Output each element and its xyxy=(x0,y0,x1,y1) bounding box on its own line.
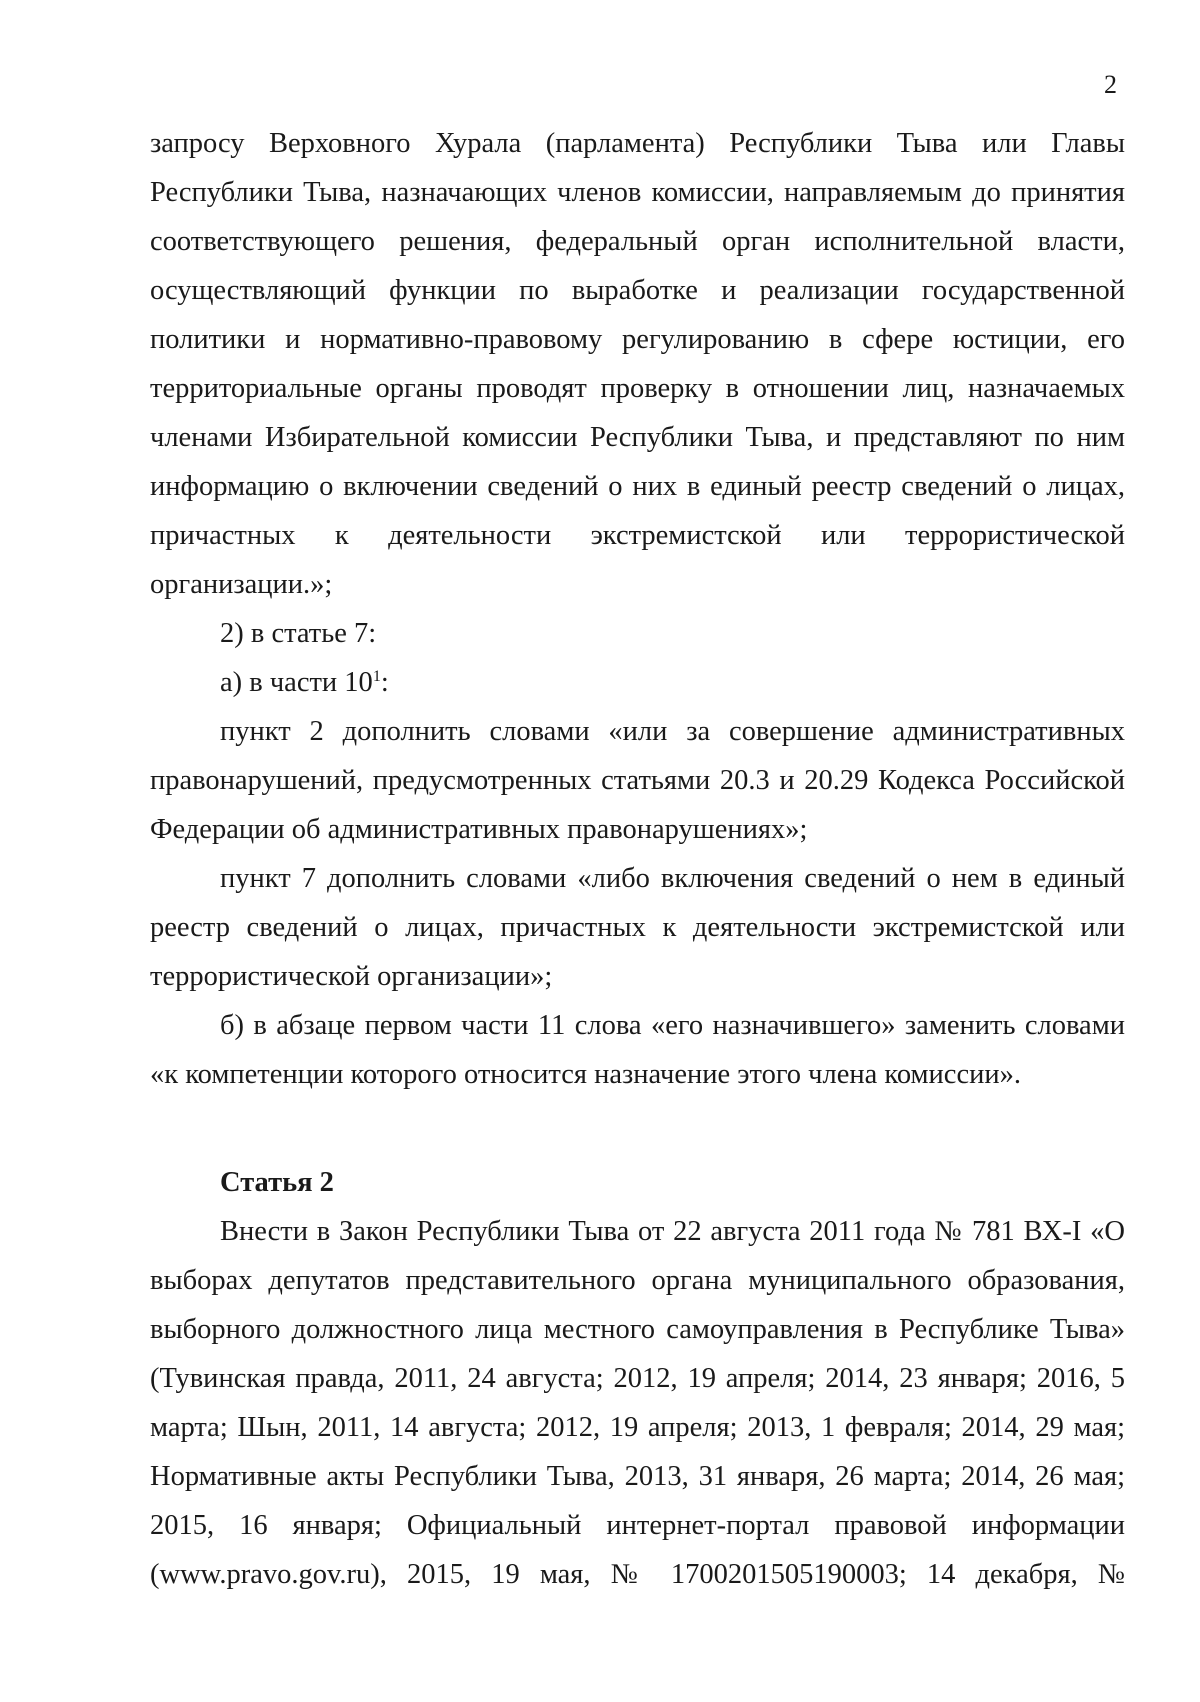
item-2a-prefix: а) в части 10 xyxy=(220,667,373,698)
text-line: Республики Тыва, назначающих членов комиссии, направляемым до принятия xyxy=(150,177,1125,208)
text-line: членами Избирательной комиссии Республики Тыва, и представляют по ним xyxy=(150,422,1125,453)
punkt-2-line: пункт 2 дополнить словами «или за совершение административных xyxy=(220,716,1125,747)
item-2a xyxy=(150,658,1125,707)
text-line: соответствующего решения, федеральный орган исполнительной власти, xyxy=(150,226,1125,257)
article-2-line: выборного должностного лица местного самоуправления в Республике Тыва» xyxy=(150,1314,1125,1345)
text-line: осуществляющий функции по выработке и реализации государственной xyxy=(150,275,1125,306)
item-2b-line: «к компетенции которого относится назначение этого члена комиссии». xyxy=(150,1059,1021,1090)
punkt-7-line: пункт 7 дополнить словами «либо включения сведений о нем в единый xyxy=(220,863,1125,894)
text-line: информацию о включении сведений о них в единый реестр сведений о лицах, xyxy=(150,471,1125,502)
article-2-line: марта; Шын, 2011, 14 августа; 2012, 19 апреля; 2013, 1 февраля; 2014, 29 мая; xyxy=(150,1412,1125,1443)
punkt-2-line: Федерации об административных правонарушениях»; xyxy=(150,814,808,845)
article-2-line: выборах депутатов представительного органа муниципального образования, xyxy=(150,1265,1125,1296)
page-number: 2 xyxy=(1104,70,1117,99)
article-2-line: (Тувинская правда, 2011, 24 августа; 2012, 19 апреля; 2014, 23 января; 2016, 5 xyxy=(150,1363,1125,1394)
article-2 xyxy=(150,1158,1125,1599)
article-2-line: (www.pravo.gov.ru), 2015, 19 мая, № 1700201505190003; 14 декабря, № xyxy=(150,1559,1125,1590)
text-line: запросу Верховного Хурала (парламента) Республики Тыва или Главы xyxy=(150,128,1125,159)
item-2a-superscript: 1 xyxy=(372,668,381,685)
article-2-heading: Статья 2 xyxy=(220,1167,334,1198)
text-line: организации.»; xyxy=(150,569,333,600)
amendment-text xyxy=(150,119,1125,1099)
article-2-line: Нормативные акты Республики Тыва, 2013, 31 января, 26 марта; 2014, 26 мая; xyxy=(150,1461,1125,1492)
item-2b-line: б) в абзаце первом части 11 слова «его назначившего» заменить словами xyxy=(220,1010,1125,1041)
text-line: причастных к деятельности экстремистской или террористической xyxy=(150,520,1125,551)
article-2-line: Внести в Закон Республики Тыва от 22 августа 2011 года № 781 ВХ-I «О xyxy=(220,1216,1125,1247)
punkt-2-line: правонарушений, предусмотренных статьями 20.3 и 20.29 Кодекса Российской xyxy=(150,765,1125,796)
text-line: территориальные органы проводят проверку в отношении лиц, назначаемых xyxy=(150,373,1125,404)
text-line: политики и нормативно-правовому регулированию в сфере юстиции, его xyxy=(150,324,1125,355)
item-2: 2) в статье 7: xyxy=(220,618,377,649)
punkt-7-line: реестр сведений о лицах, причастных к деятельности экстремистской или xyxy=(150,912,1125,943)
punkt-7-line: террористической организации»; xyxy=(150,961,553,992)
article-2-line: 2015, 16 января; Официальный интернет-портал правовой информации xyxy=(150,1510,1125,1541)
item-2a-suffix: : xyxy=(380,667,389,698)
